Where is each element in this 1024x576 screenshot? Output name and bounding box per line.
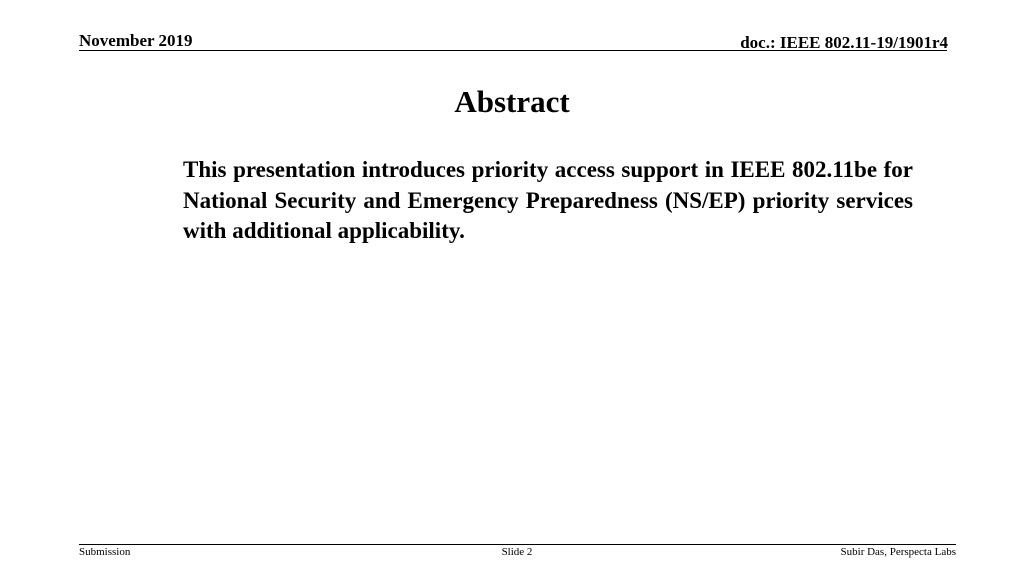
footer-author: Subir Das, Perspecta Labs — [840, 546, 956, 558]
footer-divider — [79, 544, 956, 545]
slide-title: Abstract — [454, 84, 570, 119]
footer-submission: Submission — [79, 546, 131, 558]
header-date: November 2019 — [79, 31, 193, 50]
abstract-body: This presentation introduces priority access support in IEEE 802.11be for National Security and Emergency Preparedness (NS/EP) priority services with additional applicability. — [183, 157, 913, 243]
header-divider — [79, 50, 947, 51]
footer-slide-number: Slide 2 — [501, 546, 533, 558]
header-doc-id: doc.: IEEE 802.11-19/1901r4 — [740, 33, 948, 52]
